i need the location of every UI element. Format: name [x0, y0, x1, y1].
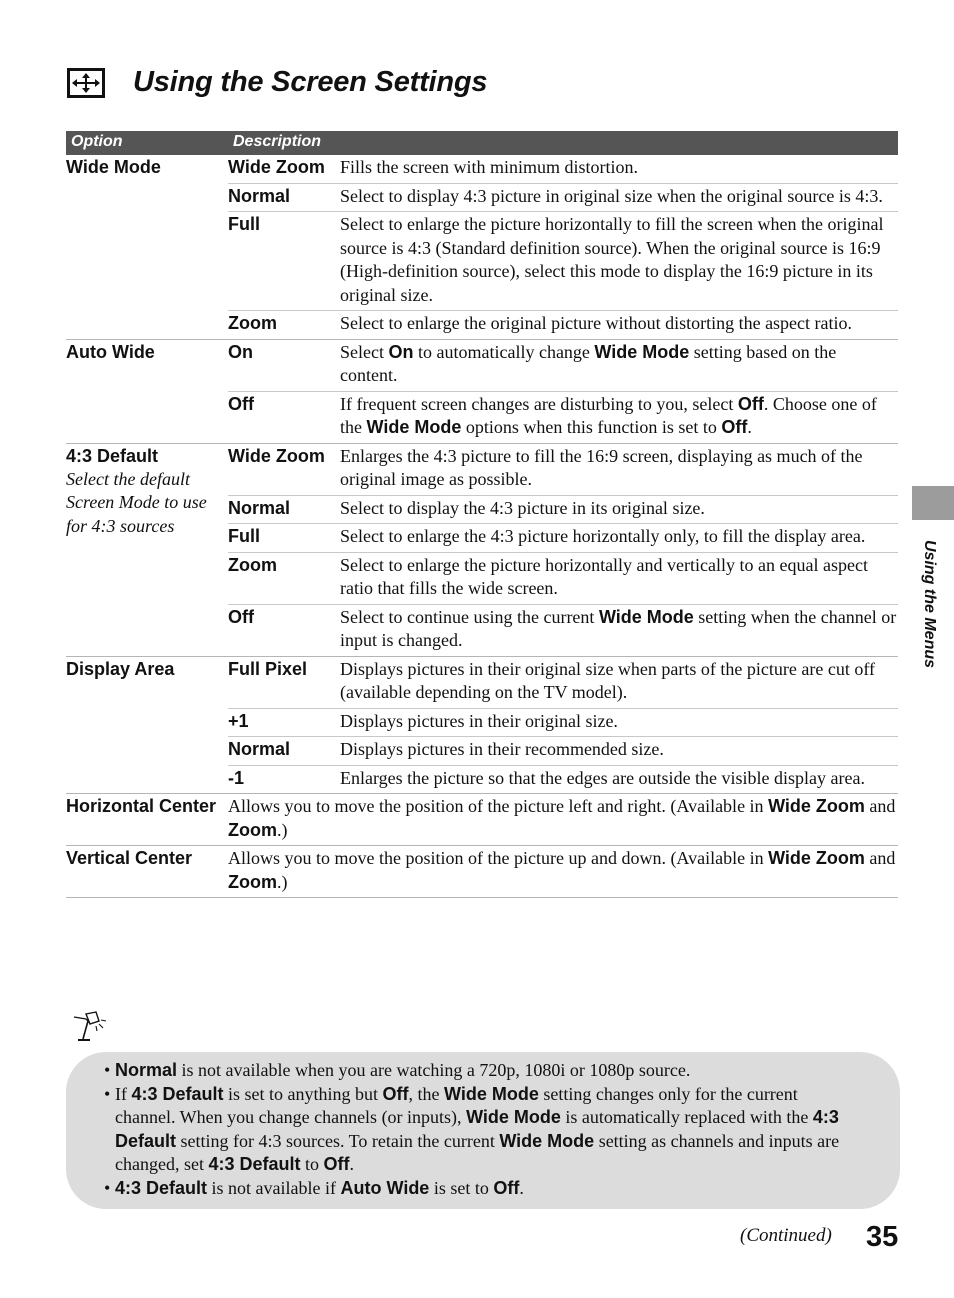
sub-option-description: [340, 658, 898, 705]
bold-term: Wide Mode: [444, 1083, 539, 1104]
sub-option-name: Full: [228, 214, 260, 234]
bold-term: Normal: [115, 1060, 178, 1080]
option-row: [66, 846, 898, 898]
text-run: setting as channels and inputs are changed, set: [115, 1130, 840, 1174]
continued-label: (Continued): [740, 1225, 832, 1246]
sub-option-description: [340, 445, 898, 492]
text-run: , the: [408, 1083, 445, 1104]
text-run: is not available if: [207, 1177, 341, 1198]
text-run: . Choose one of the: [340, 393, 877, 437]
option-cell: [66, 794, 228, 845]
sub-option-description: [340, 497, 898, 521]
table-body: [66, 155, 898, 898]
text-run: is automatically replaced with the: [560, 1107, 813, 1127]
bold-term: Off: [721, 417, 748, 437]
settings-table: [66, 131, 898, 898]
sub-options: [228, 657, 898, 794]
sub-option-name: Zoom: [228, 554, 277, 575]
sub-option-description: [340, 213, 898, 307]
sub-option-description: [340, 312, 898, 336]
sub-option-row: [228, 765, 898, 794]
bold-term: Wide Zoom: [768, 848, 865, 868]
bold-term: Off: [737, 393, 764, 414]
text-run: Allows you to move the position of the picture up and down. (Available in: [228, 848, 769, 868]
text-run: Enlarges the 4:3 picture to fill the 16:9 screen, displaying as much of the original image as possible.: [340, 445, 863, 489]
bold-term: 4:3 Default: [115, 1177, 208, 1198]
sub-option-name: Normal: [228, 497, 291, 518]
sub-option-row: [228, 552, 898, 604]
text-run: is not available when you are watching a 720p, 1080i or 1080p source.: [177, 1060, 691, 1080]
bold-term: Zoom: [228, 819, 277, 840]
text-run: Fills the screen with minimum distortion.: [340, 157, 638, 177]
sub-option-name: Off: [228, 606, 254, 627]
bold-term: On: [388, 341, 414, 362]
sub-option-row: [228, 736, 898, 765]
text-run: to automatically change: [413, 341, 595, 362]
sub-option-description: [340, 525, 898, 549]
text-run: .: [349, 1154, 355, 1174]
bold-term: 4:3 Default: [131, 1083, 224, 1104]
bold-term: Off: [323, 1154, 350, 1174]
sub-option-row: [228, 211, 898, 310]
screen-settings-icon: [67, 68, 105, 98]
option-name: Display Area: [66, 658, 175, 679]
sub-option-description: [340, 606, 898, 653]
sub-option-row: [228, 604, 898, 656]
page-title: Using the Screen Settings: [133, 66, 488, 98]
option-description: [228, 846, 898, 897]
note-item: [104, 1083, 860, 1177]
option-cell: [66, 444, 228, 656]
notes-list: [104, 1059, 860, 1200]
bold-term: Wide Mode: [466, 1107, 561, 1127]
text-run: Select: [340, 341, 389, 362]
option-row: [66, 340, 898, 444]
sub-option-name: Wide Zoom: [228, 445, 325, 466]
bold-term: Wide Mode: [499, 1130, 595, 1151]
sub-options: [228, 155, 898, 339]
sub-option-name: -1: [228, 767, 245, 788]
option-note: Select the default Screen Mode to use for 4:3 sources: [66, 468, 207, 536]
sub-option-row: [228, 340, 898, 391]
option-description: [228, 794, 898, 845]
text-run: Displays pictures in their original size.: [340, 710, 618, 731]
text-run: .: [747, 417, 752, 437]
text-run: Select to enlarge the original picture without distorting the aspect ratio.: [340, 313, 853, 333]
sub-option-name: Normal: [228, 739, 291, 759]
note-item: [104, 1059, 860, 1083]
sub-option-name: Wide Zoom: [228, 157, 325, 177]
option-name: Vertical Center: [66, 848, 193, 868]
option-cell: [66, 657, 228, 794]
bold-term: Wide Zoom: [768, 796, 865, 816]
option-cell: [66, 340, 228, 443]
text-run: and: [864, 796, 896, 816]
option-row: [66, 444, 898, 657]
text-run: to: [300, 1154, 324, 1174]
sub-option-row: [228, 310, 898, 339]
bold-term: Zoom: [228, 871, 277, 892]
text-run: Allows you to move the position of the picture left and right. (Available in: [228, 796, 769, 816]
option-cell: [66, 846, 228, 897]
sub-option-row: [228, 708, 898, 737]
bold-term: Wide Mode: [594, 341, 690, 362]
tip-lamp-icon: [72, 1010, 108, 1044]
bold-term: 4:3 Default: [115, 1107, 839, 1151]
text-run: Displays pictures in their original size when parts of the picture are cut off (available depending on the TV model).: [340, 658, 875, 702]
page-number: 35: [866, 1221, 899, 1253]
text-run: and: [864, 848, 896, 868]
text-run: options when this function is set to: [461, 417, 722, 437]
bold-term: 4:3 Default: [208, 1154, 301, 1174]
sub-option-row: [228, 155, 898, 183]
option-name: Wide Mode: [66, 157, 161, 177]
sub-option-description: [340, 767, 898, 791]
sub-option-description: [340, 554, 898, 601]
text-run: .: [519, 1177, 524, 1198]
side-tab: [912, 486, 954, 520]
section-side-label: Using the Menus: [921, 540, 938, 669]
bold-term: Off: [382, 1083, 409, 1104]
sub-option-row: [228, 495, 898, 524]
option-row: [66, 657, 898, 795]
notes-box: [66, 1052, 900, 1209]
sub-option-row: [228, 523, 898, 552]
text-run: Select to continue using the current: [340, 606, 599, 627]
sub-option-description: [340, 341, 898, 388]
sub-option-description: [340, 738, 898, 762]
text-run: Select to enlarge the picture horizontally to fill the screen when the original source is 4:3 (Standard definition source). When the original source is 16:9 (High-definition source), select this mode to display the 16:9 picture in its original size.: [340, 214, 884, 305]
text-run: Select to display the 4:3 picture in its original size.: [340, 497, 705, 518]
text-run: .): [277, 871, 288, 892]
text-run: Select to enlarge the 4:3 picture horizontally only, to fill the display area.: [340, 526, 866, 546]
text-run: setting based on the content.: [340, 341, 837, 385]
option-cell: [66, 155, 228, 339]
text-run: .): [277, 819, 288, 840]
bold-term: Auto Wide: [340, 1177, 430, 1198]
sub-option-name: Full: [228, 526, 260, 546]
sub-option-row: [228, 183, 898, 212]
text-run: is set to anything but: [223, 1083, 383, 1104]
option-name: Horizontal Center: [66, 796, 217, 816]
bold-term: Wide Mode: [366, 417, 462, 437]
bold-term: Wide Mode: [598, 606, 694, 627]
sub-option-description: [340, 393, 898, 440]
note-item: [104, 1177, 860, 1201]
sub-option-name: Zoom: [228, 313, 277, 333]
sub-option-name: Off: [228, 393, 254, 414]
sub-option-name: Normal: [228, 185, 291, 206]
option-row: [66, 155, 898, 340]
text-run: Displays pictures in their recommended size.: [340, 739, 664, 759]
text-run: If frequent screen changes are disturbing to you, select: [340, 393, 738, 414]
sub-option-name: On: [228, 341, 253, 362]
text-run: Select to display 4:3 picture in original size when the original source is 4:3.: [340, 185, 883, 206]
sub-option-description: [340, 185, 898, 209]
option-row: [66, 794, 898, 846]
sub-option-row: [228, 657, 898, 708]
text-run: is set to: [429, 1177, 494, 1198]
text-run: setting for 4:3 sources. To retain the current: [176, 1130, 500, 1151]
sub-option-name: +1: [228, 710, 249, 731]
sub-options: [228, 340, 898, 443]
option-name: Auto Wide: [66, 341, 155, 362]
sub-options: [228, 444, 898, 656]
sub-option-name: Full Pixel: [228, 658, 308, 679]
sub-option-description: [340, 156, 898, 180]
sub-option-description: [340, 710, 898, 734]
header-option: Option: [71, 133, 123, 150]
option-name: 4:3 Default: [66, 445, 159, 466]
text-run: Enlarges the picture so that the edges are outside the visible display area.: [340, 767, 865, 788]
header-description: Description: [233, 133, 322, 150]
text-run: setting when the channel or input is changed.: [340, 606, 897, 650]
text-run: Select to enlarge the picture horizontally and vertically to an equal aspect ratio that fills the wide screen.: [340, 554, 868, 598]
text-run: If: [115, 1083, 132, 1104]
sub-option-row: [228, 444, 898, 495]
sub-option-row: [228, 391, 898, 443]
table-header: [66, 131, 898, 155]
bold-term: Off: [493, 1177, 520, 1198]
text-run: setting changes only for the current channel. When you change channels (or inputs),: [115, 1083, 798, 1127]
